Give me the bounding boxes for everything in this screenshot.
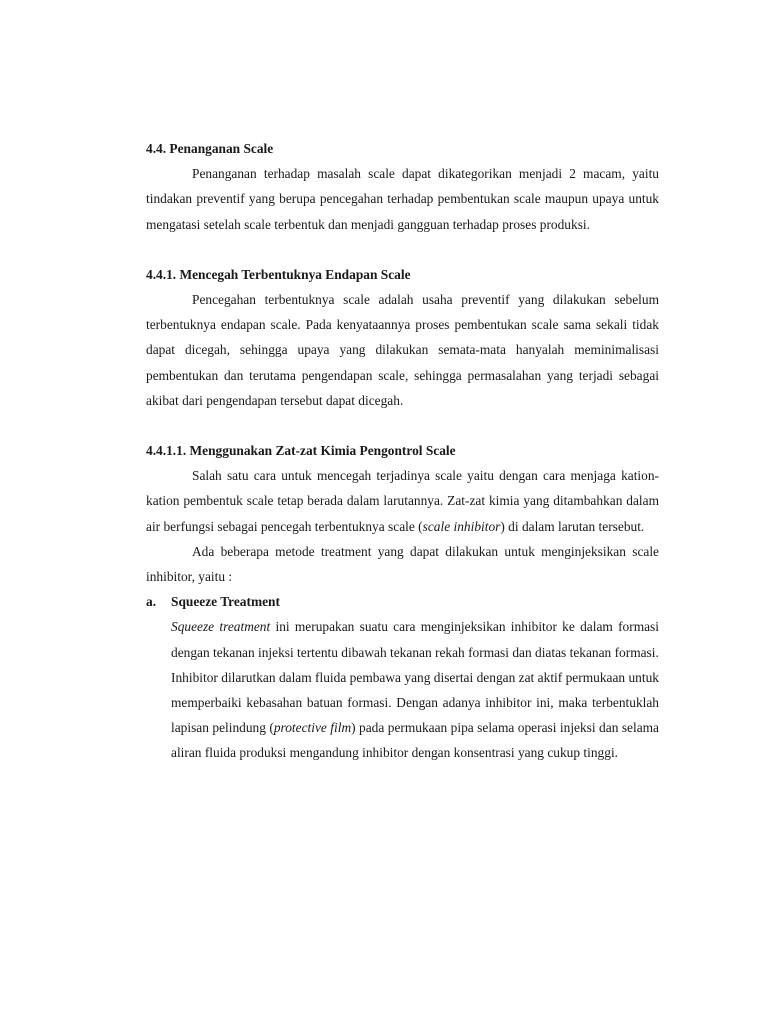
list-item-a [146,589,659,614]
italic-term: scale inhibitor [422,518,501,534]
section-4-4-paragraph: Penanganan terhadap masalah scale dapat dikategorikan menjadi 2 macam, yaitu tindakan preventif yang berupa pencegahan terhadap pembentukan scale maupun upaya untuk mengatasi setelah scale terbentuk dan menjadi gangguan terhadap proses produksi. [146,166,659,232]
section-heading-4-4: 4.4. Penanganan Scale [146,141,274,156]
list-marker: a. [146,594,157,610]
section-4-4-1-paragraph: Pencegahan terbentuknya scale adalah usaha preventif yang dilakukan sebelum terbentuknya endapan scale. Pada kenyataannya proses pembentukan scale sama sekali tidak dapat dicegah, sehingga upaya yang dilakukan semata-mata hanyalah meminimalisasi pembentukan dan terutama pengendapan scale, sehingga permasalahan yang terjadi sebagai akibat dari pengendapan tersebut dapat dicegah. [146,292,659,408]
section-4-4-1-1-paragraph-1 [146,463,659,539]
paragraph-text: Inhibitor dilarutkan dalam fluida pembawa yang disertai dengan zat aktif permukaan untuk memperbaiki kebasahan batuan formasi. Dengan adanya inhibitor ini, maka terbentuklah lapisan pelindung ( [171,669,659,736]
list-item-a-paragraph-2 [171,665,659,766]
section-heading-4-4-1-1: 4.4.1.1. Menggunakan Zat-zat Kimia Pengontrol Scale [146,443,456,459]
italic-term: Squeeze treatment [171,619,271,635]
document-page [146,136,659,766]
list-item-a-paragraph-1 [171,614,659,664]
list-item-title: Squeeze Treatment [171,594,280,610]
list-item-a-body [171,614,659,765]
paragraph-text: Salah satu cara untuk mencegah terjadinya scale yaitu dengan cara menjaga kation-kation pembentuk scale tetap berada dalam larutannya. Zat-zat kimia yang ditambahkan dalam air berfungsi sebagai pencegah terbentuknya scale ( [146,468,659,534]
paragraph-text: ) di dalam larutan tersebut. [500,518,645,534]
paragraph-text: ini merupakan suatu cara menginjeksikan inhibitor ke dalam formasi dengan tekanan injeksi tertentu dibawah tekanan rekah formasi dan diatas tekanan formasi. [171,619,659,660]
section-heading-4-4-1: 4.4.1. Mencegah Terbentuknya Endapan Scale [146,266,411,282]
italic-term: protective film [273,720,352,736]
section-4-4-1-1-paragraph-2: Ada beberapa metode treatment yang dapat dilakukan untuk menginjeksikan scale inhibitor, yaitu : [146,543,659,585]
paragraph-text: ) pada permukaan pipa selama operasi injeksi dan selama aliran fluida produksi mengandung inhibitor dengan konsentrasi yang cukup tinggi. [171,720,660,761]
